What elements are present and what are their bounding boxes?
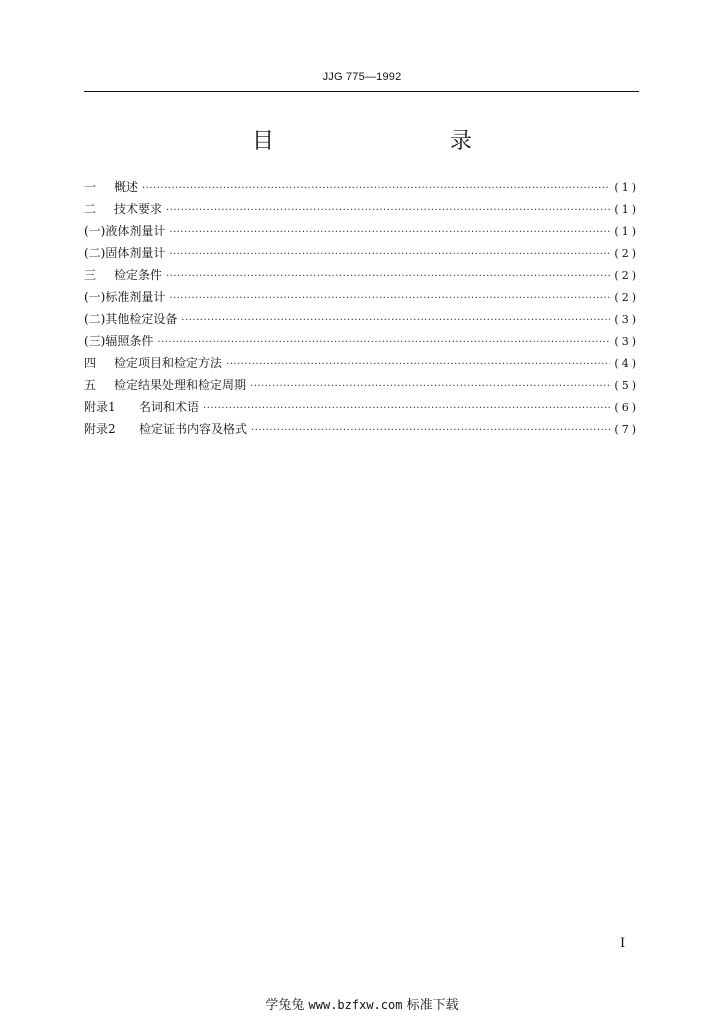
toc-entry-label: 固体剂量计 <box>105 246 166 260</box>
toc-entry-number: (三) <box>84 334 106 348</box>
toc-leader-dots <box>166 200 610 222</box>
toc-leader-dots <box>250 376 610 398</box>
toc-entry[interactable] <box>84 374 639 396</box>
toc-entry-number: 附录2 <box>84 422 116 436</box>
toc-leader-dots <box>169 288 610 310</box>
toc-entry[interactable] <box>84 308 639 330</box>
toc-entry[interactable] <box>84 198 639 220</box>
toc-entry-number: 四 <box>84 356 97 370</box>
toc-entry[interactable] <box>84 330 639 352</box>
toc-entry-page: (2) <box>614 247 639 260</box>
header-rule <box>84 91 639 92</box>
toc-leader-dots <box>157 332 610 354</box>
toc-entry-number: 二 <box>84 202 97 216</box>
footer-watermark <box>0 994 724 1013</box>
toc-entry-number: 附录1 <box>84 400 116 414</box>
toc-entry-page: (5) <box>614 379 639 392</box>
toc-entry-number: (二) <box>84 246 106 260</box>
toc-entry[interactable] <box>84 264 639 286</box>
toc-entry-number: (一) <box>84 224 106 238</box>
toc-entry-page: (3) <box>614 313 639 326</box>
toc-entry-number: 一 <box>84 180 97 194</box>
footer-tagline: 标准下载 <box>406 998 459 1013</box>
footer-url[interactable]: www.bzfxw.com <box>308 998 403 1012</box>
page-number: I <box>620 936 626 951</box>
toc-entry-label: 检定结果处理和检定周期 <box>114 378 247 392</box>
toc-entry-label: 检定条件 <box>114 268 163 282</box>
toc-entry-label: 其他检定设备 <box>105 312 178 326</box>
toc-entry[interactable] <box>84 286 639 308</box>
toc-entry-number: 五 <box>84 378 97 392</box>
toc-entry-label: 标准剂量计 <box>105 290 166 304</box>
toc-leader-dots <box>181 310 610 332</box>
toc-entry[interactable] <box>84 352 639 374</box>
toc-entry-page: (2) <box>614 291 639 304</box>
toc-entry-label: 检定项目和检定方法 <box>114 356 223 370</box>
toc-entry[interactable] <box>84 396 639 418</box>
toc-entry-page: (1) <box>614 225 639 238</box>
toc-entry-number: (二) <box>84 312 106 326</box>
toc-entry[interactable] <box>84 418 639 440</box>
toc-entry[interactable] <box>84 242 639 264</box>
toc-entry-page: (6) <box>614 401 639 414</box>
toc-leader-dots <box>169 222 610 244</box>
footer-site-name: 学兔兔 <box>265 998 305 1013</box>
standard-code: JJG 775—1992 <box>322 71 402 83</box>
toc-leader-dots <box>169 244 610 266</box>
toc-entry[interactable] <box>84 220 639 242</box>
toc-entry[interactable] <box>84 176 639 198</box>
toc-entry-number: (一) <box>84 290 106 304</box>
toc-entry-page: (3) <box>614 335 639 348</box>
toc-entry-label: 名词和术语 <box>139 400 200 414</box>
toc-entry-label: 辐照条件 <box>105 334 154 348</box>
toc-entry-label: 检定证书内容及格式 <box>139 422 248 436</box>
toc-leader-dots <box>226 354 610 376</box>
toc-entry-page: (4) <box>614 357 639 370</box>
toc-entry-label: 技术要求 <box>114 202 163 216</box>
toc-leader-dots <box>166 266 610 288</box>
toc-entry-page: (7) <box>614 423 639 436</box>
toc-leader-dots <box>203 398 610 420</box>
toc-entry-page: (2) <box>614 269 639 282</box>
toc-entry-label: 概述 <box>114 180 139 194</box>
toc-title: 目 录 <box>251 129 516 154</box>
toc-leader-dots <box>251 420 610 442</box>
toc-entry-page: (1) <box>614 203 639 216</box>
table-of-contents <box>84 176 639 440</box>
toc-leader-dots <box>142 178 610 200</box>
toc-entry-page: (1) <box>614 181 639 194</box>
toc-entry-label: 液体剂量计 <box>105 224 166 238</box>
toc-entry-number: 三 <box>84 268 97 282</box>
